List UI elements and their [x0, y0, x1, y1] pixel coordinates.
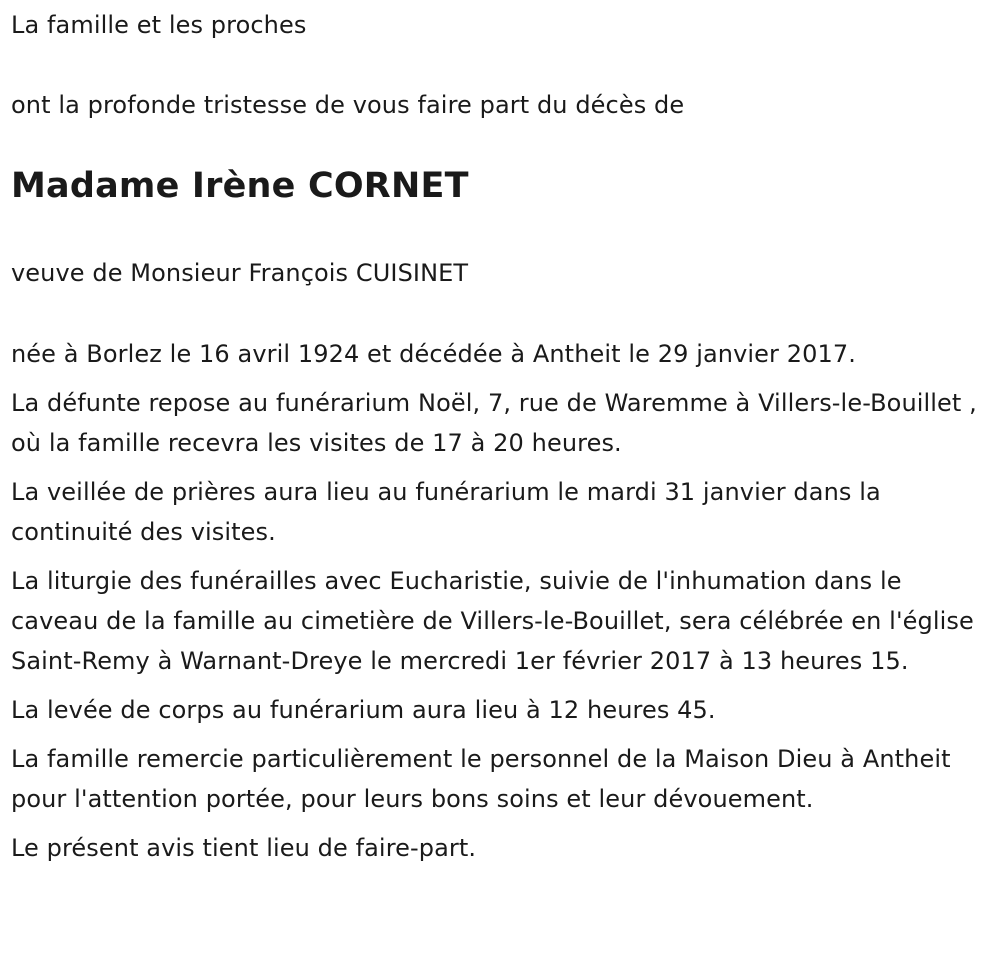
widow-of-text: veuve de Monsieur François CUISINET [11, 259, 469, 287]
announcement-text: ont la profonde tristesse de vous faire part du décès de [11, 91, 685, 119]
birth-death-paragraph: née à Borlez le 16 avril 1924 et décédée à Antheit le 29 janvier 2017. [11, 340, 856, 368]
notice-body [11, 334, 986, 877]
notice-validity-paragraph: Le présent avis tient lieu de faire-part. [11, 834, 477, 862]
liturgy-paragraph: La liturgie des funérailles avec Eucharistie, suivie de l'inhumation dans le caveau de la famille au cimetière de Villers-le-Bouillet, sera célébrée en l'église Saint-Remy à Warnant-Dreye le mercredi 1er février 2017 à 13 heures 15. [11, 567, 974, 675]
repose-paragraph: La défunte repose au funérarium Noël, 7, rue de Waremme à Villers-le-Bouillet , où la famille recevra les visites de 17 à 20 heures. [11, 389, 977, 457]
departure-paragraph: La levée de corps au funérarium aura lieu à 12 heures 45. [11, 696, 716, 724]
intro-text: La famille et les proches [11, 11, 307, 39]
deceased-name: Madame Irène CORNET [11, 166, 469, 206]
vigil-paragraph: La veillée de prières aura lieu au funérarium le mardi 31 janvier dans la continuité des visites. [11, 478, 881, 546]
thanks-paragraph: La famille remercie particulièrement le personnel de la Maison Dieu à Antheit pour l'attention portée, pour leurs bons soins et leur dévouement. [11, 745, 951, 813]
